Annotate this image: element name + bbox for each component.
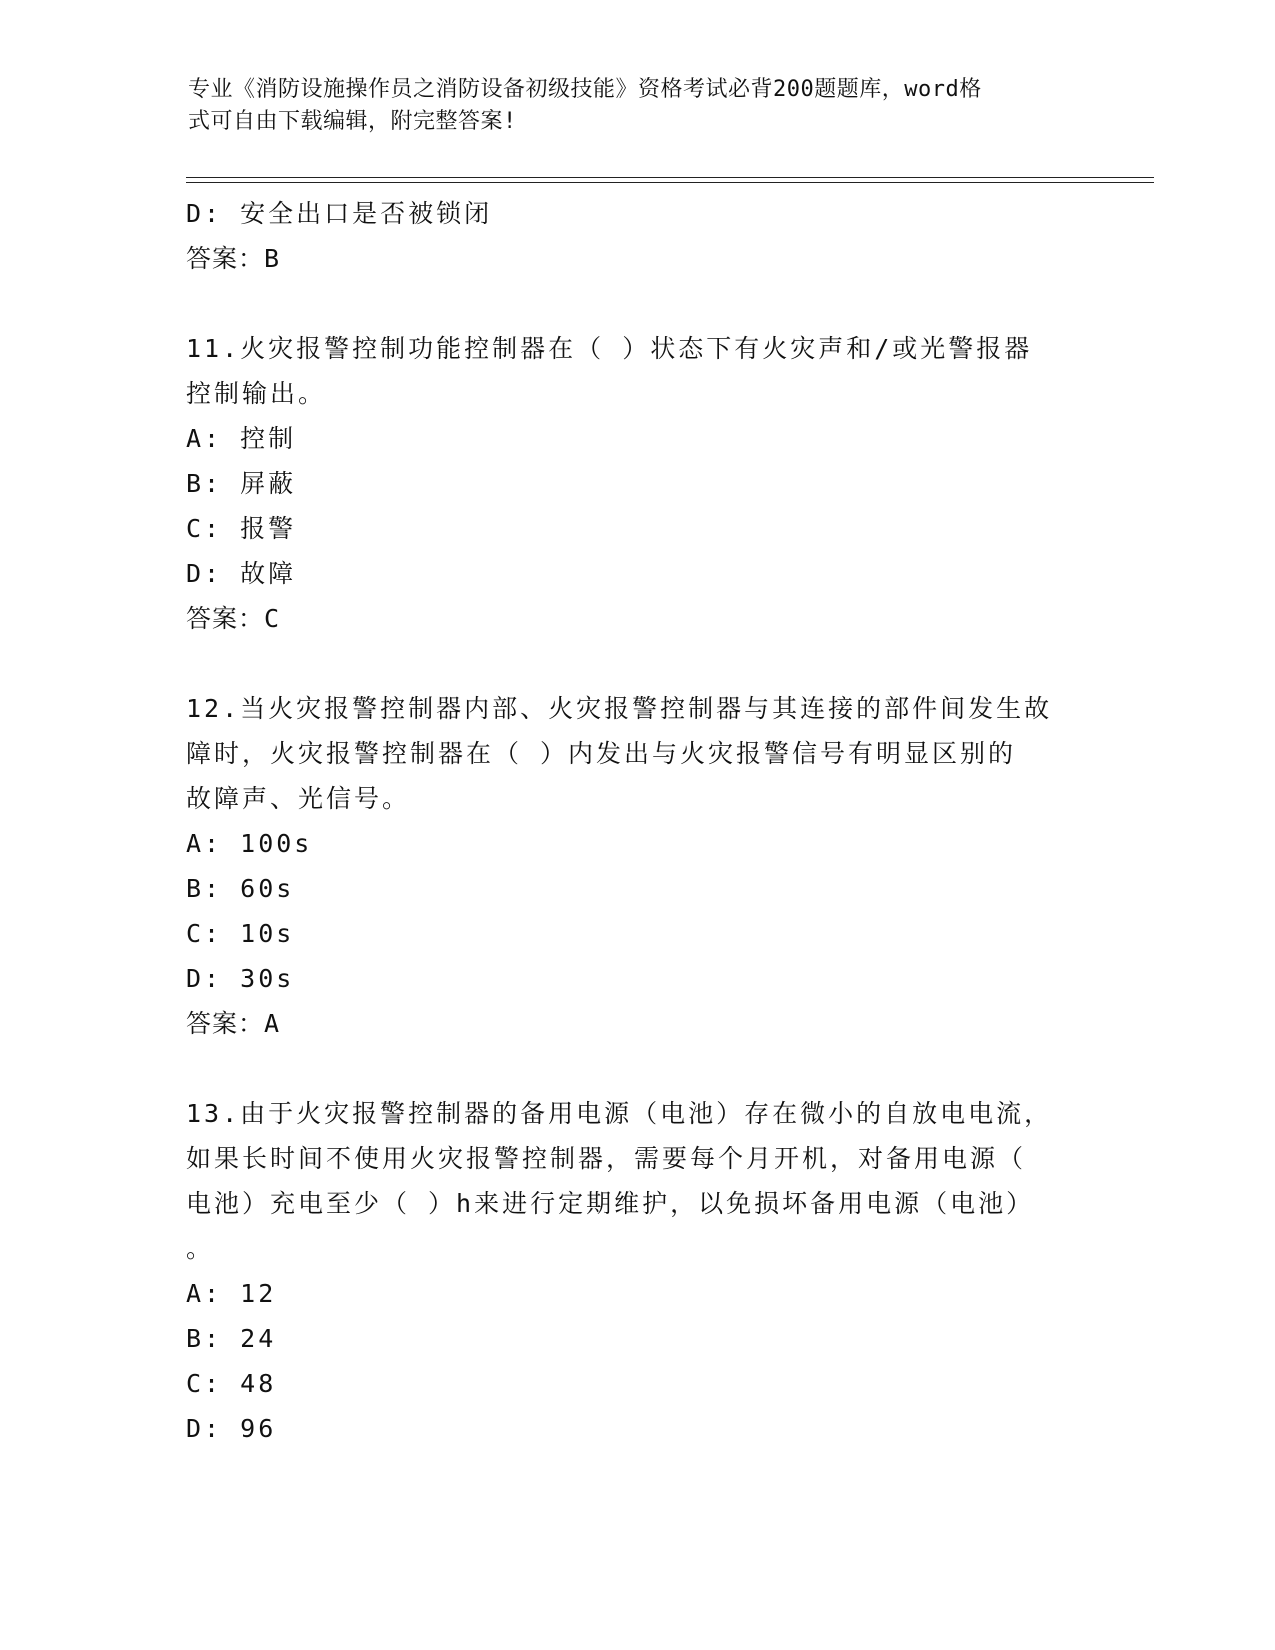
option-c: C: 48 — [186, 1369, 277, 1398]
option-a: A: 控制 — [186, 424, 297, 453]
answer — [186, 596, 1086, 641]
option-c: C: 报警 — [186, 514, 297, 543]
answer — [186, 1001, 1086, 1046]
header-line-2: 式可自由下载编辑，附完整答案! — [188, 109, 517, 134]
question-text-line: 障时，火灾报警控制器在（ ）内发出与火灾报警信号有明显区别的 — [186, 739, 1017, 768]
option-d: D: 故障 — [186, 559, 297, 588]
answer-value: C — [264, 604, 281, 633]
option-d: D: 30s — [186, 964, 295, 993]
question-text-line: 电池）充电至少（ ）h来进行定期维护，以免损坏备用电源（电池） — [186, 1189, 1035, 1218]
prev-option-d: D: 安全出口是否被锁闭 — [186, 199, 493, 228]
page-header — [188, 74, 1068, 138]
answer-label: 答案： — [186, 244, 265, 273]
answer-value: B — [264, 244, 281, 273]
option-a: A: 12 — [186, 1279, 277, 1308]
answer-value: A — [264, 1009, 281, 1038]
option-b: B: 24 — [186, 1324, 277, 1353]
option-b: B: 60s — [186, 874, 295, 903]
option-c: C: 10s — [186, 919, 295, 948]
question-text-line: 11.火灾报警控制功能控制器在（ ）状态下有火灾声和/或光警报器 — [186, 334, 1033, 363]
spacer — [186, 641, 1086, 686]
option-a: A: 100s — [186, 829, 313, 858]
question-11 — [186, 326, 1086, 641]
question-text-line: 。 — [186, 1234, 215, 1263]
header-line-1: 专业《消防设施操作员之消防设备初级技能》资格考试必背200题题库，word格 — [188, 77, 982, 102]
question-12 — [186, 686, 1086, 1046]
question-13 — [186, 1091, 1086, 1451]
question-text-line: 控制输出。 — [186, 379, 327, 408]
question-text-line: 如果长时间不使用火灾报警控制器，需要每个月开机，对备用电源（ — [186, 1144, 1027, 1173]
question-content — [186, 191, 1086, 1451]
option-b: B: 屏蔽 — [186, 469, 297, 498]
spacer — [186, 1046, 1086, 1091]
question-text-line: 故障声、光信号。 — [186, 784, 411, 813]
header-rule-top — [186, 177, 1154, 178]
answer-label: 答案： — [186, 1009, 265, 1038]
question-text-line: 12.当火灾报警控制器内部、火灾报警控制器与其连接的部件间发生故 — [186, 694, 1053, 723]
answer-label: 答案： — [186, 604, 265, 633]
option-d: D: 96 — [186, 1414, 277, 1443]
prev-answer — [186, 236, 1086, 281]
spacer — [186, 281, 1086, 326]
header-rule-bottom — [186, 182, 1154, 183]
question-text-line: 13.由于火灾报警控制器的备用电源（电池）存在微小的自放电电流， — [186, 1099, 1053, 1128]
